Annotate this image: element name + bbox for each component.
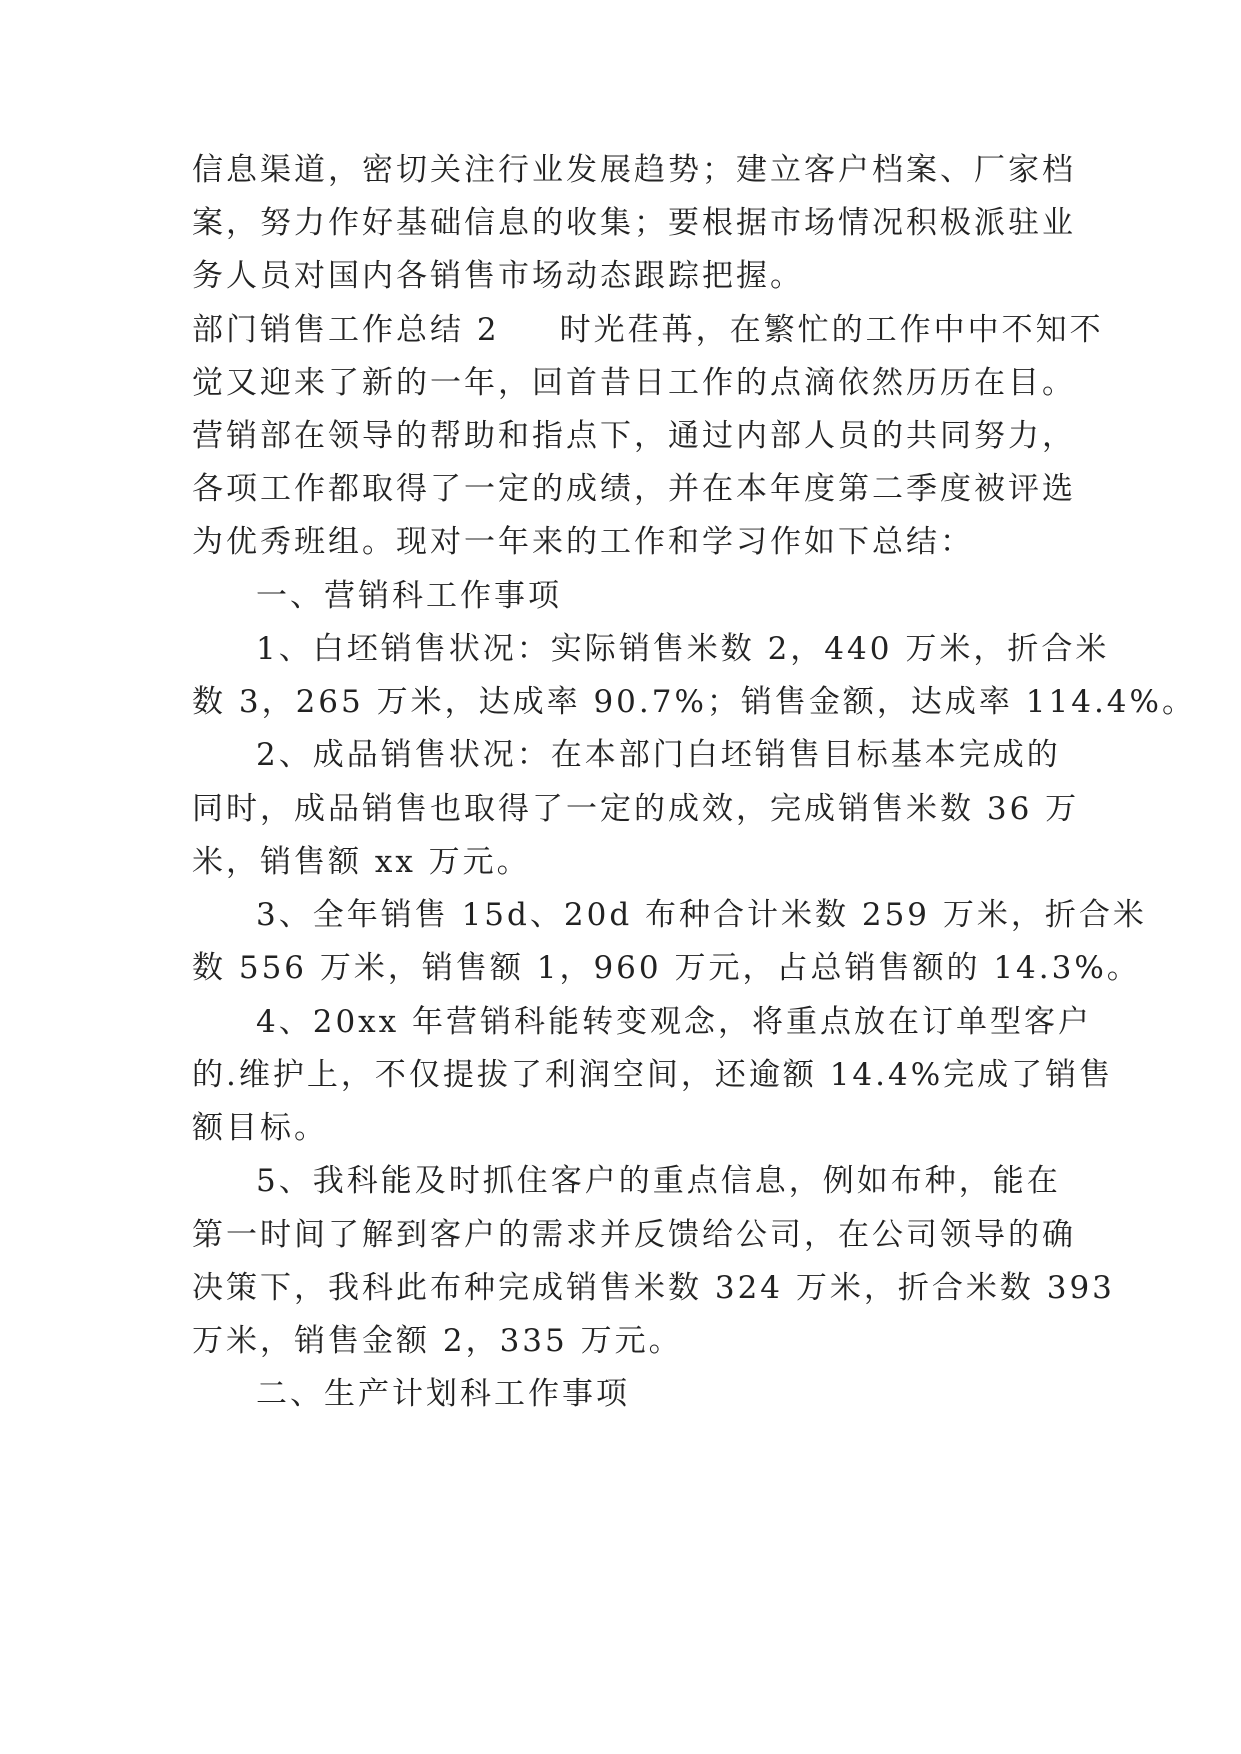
text-line: 米，销售额 xx 万元。 [192,844,531,880]
text-line: 额目标。 [192,1110,328,1146]
text-line: 觉又迎来了新的一年，回首昔日工作的点滴依然历历在目。 [192,365,1076,401]
text-line: 各项工作都取得了一定的成绩，并在本年度第二季度被评选 [192,471,1076,507]
text-line: 3、全年销售 15d、20d 布种合计米数 259 万米，折合米 [256,897,1147,933]
text-line: 同时，成品销售也取得了一定的成效，完成销售米数 36 万 [192,791,1080,827]
subheading: 二、生产计划科工作事项 [256,1376,630,1412]
text-line: 数 3，265 万米，达成率 90.7%；销售金额，达成率 114.4%。 [192,684,1196,720]
text-line: 案，努力作好基础信息的收集；要根据市场情况积极派驻业 [192,205,1076,241]
text-line: 第一时间了解到客户的需求并反馈给公司，在公司领导的确 [192,1217,1076,1253]
subheading: 一、营销科工作事项 [256,578,562,614]
text-line: 决策下，我科此布种完成销售米数 324 万米，折合米数 393 [192,1270,1115,1306]
text-line: 数 556 万米，销售额 1，960 万元，占总销售额的 14.3%。 [192,950,1141,986]
text-line: 万米，销售金额 2，335 万元。 [192,1323,683,1359]
text-line: 务人员对国内各销售市场动态跟踪把握。 [192,258,804,294]
text-line: 营销部在领导的帮助和指点下，通过内部人员的共同努力， [192,418,1076,454]
text-line: 为优秀班组。现对一年来的工作和学习作如下总结： [192,524,974,560]
text-line: 5、我科能及时抓住客户的重点信息，例如布种，能在 [256,1163,1061,1199]
text-line: 4、20xx 年营销科能转变观念，将重点放在订单型客户 [256,1004,1092,1040]
text-line: 2、成品销售状况：在本部门白坯销售目标基本完成的 [256,737,1061,773]
text-line: 1、白坯销售状况：实际销售米数 2，440 万米，折合米 [256,631,1110,667]
section-heading-line [192,310,1104,350]
text-line: 信息渠道，密切关注行业发展趋势；建立客户档案、厂家档 [192,152,1076,188]
text-line: 时光荏苒，在繁忙的工作中中不知不 [559,312,1104,348]
text-line: 的.维护上，不仅提拔了利润空间，还逾额 14.4%完成了销售 [192,1057,1114,1093]
section-title: 部门销售工作总结 2 [192,312,500,348]
